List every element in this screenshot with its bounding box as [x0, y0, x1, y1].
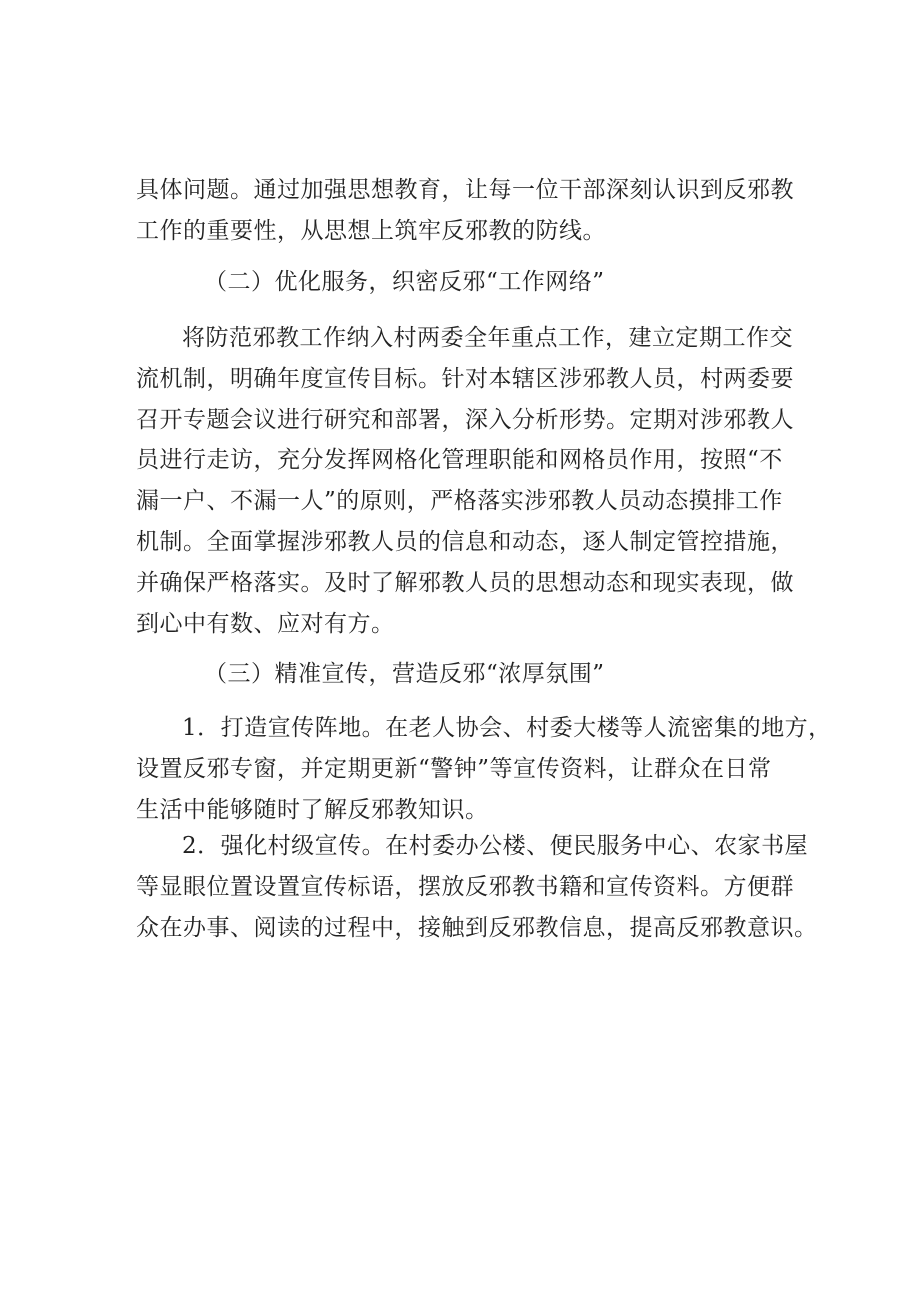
- section-heading-3: [204, 654, 894, 695]
- paragraph-line: 2．强化村级宣传。在村委办公楼、便民服务中心、农家书屋: [182, 833, 809, 859]
- section-heading-2: [204, 262, 894, 303]
- list-item-1: [136, 708, 832, 830]
- paragraph-line: 到心中有数、应对有方。: [136, 610, 395, 637]
- heading-text: （二）优化服务，织密反邪“工作网络”: [204, 269, 605, 295]
- paragraph-2: [136, 318, 826, 644]
- paragraph-line: 并确保严格落实。及时了解邪教人员的思想动态和现实表现，做: [136, 569, 794, 596]
- paragraph-line: 流机制，明确年度宣传目标。针对本辖区涉邪教人员，村两委要: [136, 365, 794, 392]
- heading-text: （三）精准宣传，营造反邪“浓厚氛围”: [204, 661, 605, 687]
- paragraph-continued: [136, 170, 826, 252]
- paragraph-line: 工作的重要性，从思想上筑牢反邪教的防线。: [136, 217, 606, 244]
- paragraph-line: 众在办事、阅读的过程中，接触到反邪教信息，提高反邪教意识。: [136, 914, 818, 941]
- paragraph-line: 机制。全面掌握涉邪教人员的信息和动态，逐人制定管控措施，: [136, 528, 794, 555]
- paragraph-line: 召开专题会议进行研究和部署，深入分析形势。定期对涉邪教人: [136, 406, 794, 433]
- paragraph-line: 将防范邪教工作纳入村两委全年重点工作，建立定期工作交: [182, 325, 793, 351]
- paragraph-line: 漏一户、不漏一人”的原则，严格落实涉邪教人员动态摸排工作: [136, 488, 783, 515]
- paragraph-line: 生活中能够随时了解反邪教知识。: [136, 796, 489, 823]
- list-item-2: [136, 826, 826, 948]
- paragraph-line: 员进行走访，充分发挥网格化管理职能和网格员作用，按照“不: [136, 447, 783, 474]
- paragraph-line: 等显眼位置设置宣传标语，摆放反邪教书籍和宣传资料。方便群: [136, 873, 794, 900]
- paragraph-line: 1．打造宣传阵地。在老人协会、村委大楼等人流密集的地方，: [182, 715, 832, 741]
- paragraph-line: 具体问题。通过加强思想教育，让每一位干部深刻认识到反邪教: [136, 177, 794, 203]
- paragraph-line: 设置反邪专窗，并定期更新“警钟”等宣传资料，让群众在日常: [136, 755, 772, 782]
